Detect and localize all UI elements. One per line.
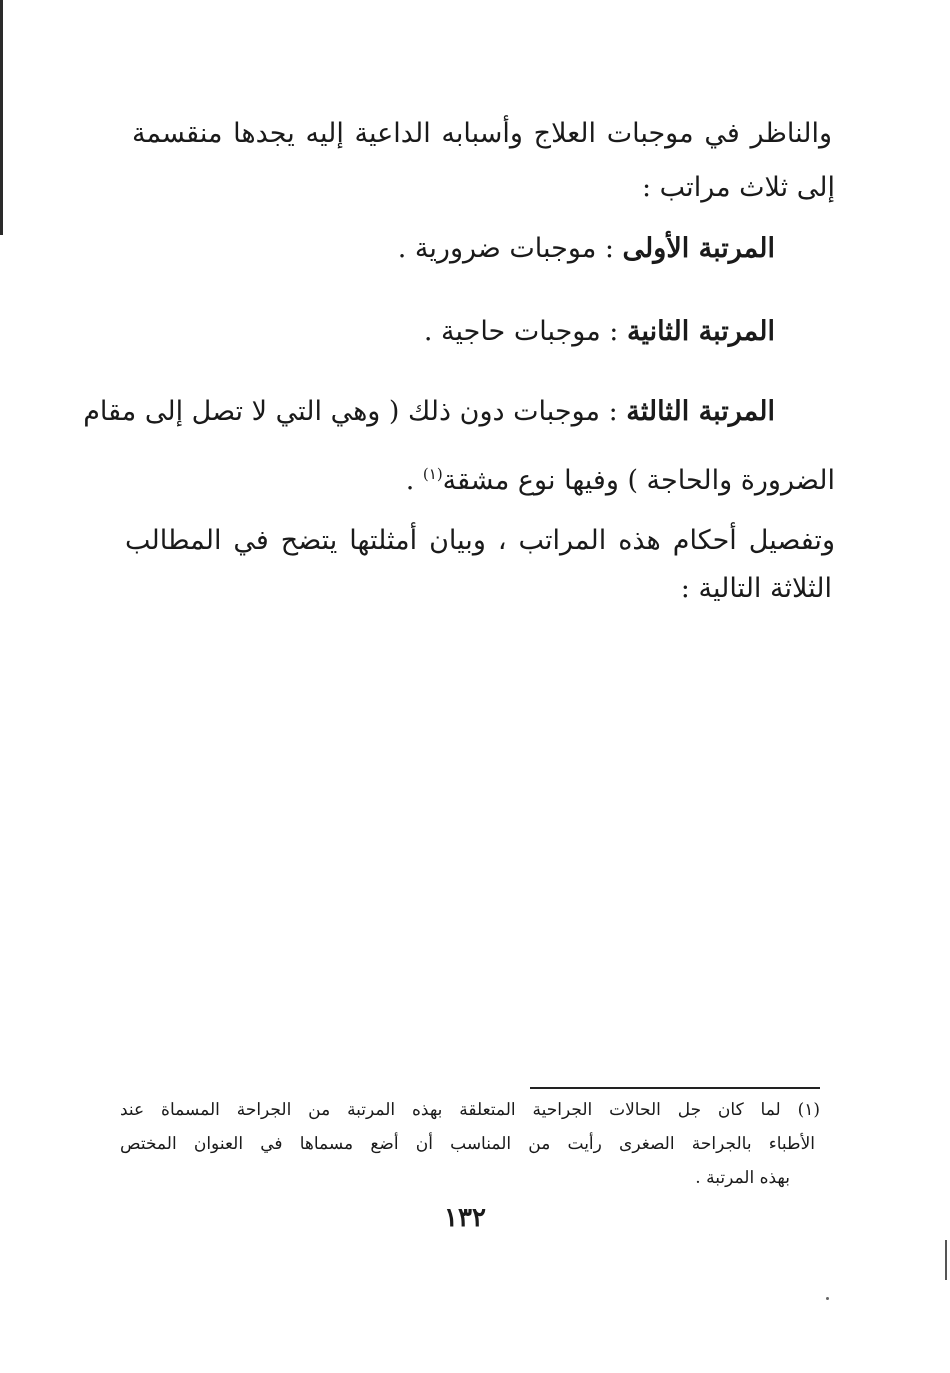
page-edge-shadow bbox=[0, 0, 3, 235]
footnote-line-3: بهذه المرتبة . bbox=[695, 1168, 790, 1188]
paragraph-2-line-2: الثلاثة التالية : bbox=[680, 573, 832, 604]
page-number: ١٣٢ bbox=[444, 1203, 486, 1233]
paragraph-2-line-1: وتفصيل أحكام هذه المراتب ، وبيان أمثلتها يتضح في المطالب bbox=[125, 525, 835, 556]
footnote-line-1: (١) لما كان جل الحالات الجراحية المتعلقة بهذه المرتبة من الجراحة المسماة عند bbox=[120, 1100, 820, 1120]
paragraph-1-line-2: إلى ثلاث مراتب : bbox=[641, 172, 835, 203]
rank-3-line-2-text: الضرورة والحاجة ) وفيها نوع مشقة bbox=[442, 465, 835, 496]
footnote-separator bbox=[530, 1087, 820, 1089]
rank-2-line bbox=[424, 316, 775, 347]
rank-3-text: : موجبات دون ذلك ( وهي التي لا تصل إلى مقام bbox=[83, 396, 627, 427]
rank-3-line-2-end: . bbox=[405, 465, 423, 496]
rank-1-label: المرتبة الأولى bbox=[622, 233, 775, 264]
footnote-line-2: الأطباء بالجراحة الصغرى رأيت من المناسب أن أضع مسماها في العنوان المختص bbox=[120, 1134, 815, 1154]
rank-2-label: المرتبة الثانية bbox=[626, 316, 775, 347]
paragraph-1-line-1: والناظر في موجبات العلاج وأسبابه الداعية إليه يجدها منقسمة bbox=[132, 118, 832, 149]
rank-2-text: : موجبات حاجية . bbox=[423, 316, 627, 347]
rank-1-text: : موجبات ضرورية . bbox=[397, 233, 623, 264]
rank-1-line bbox=[398, 233, 775, 264]
page-edge-mark bbox=[945, 1240, 947, 1280]
rank-3-label: المرتبة الثالثة bbox=[626, 396, 775, 427]
rank-3-line-2 bbox=[406, 465, 835, 496]
footnote-reference: (١) bbox=[422, 465, 443, 483]
scan-speck bbox=[826, 1297, 829, 1300]
rank-3-line-1 bbox=[83, 396, 775, 427]
